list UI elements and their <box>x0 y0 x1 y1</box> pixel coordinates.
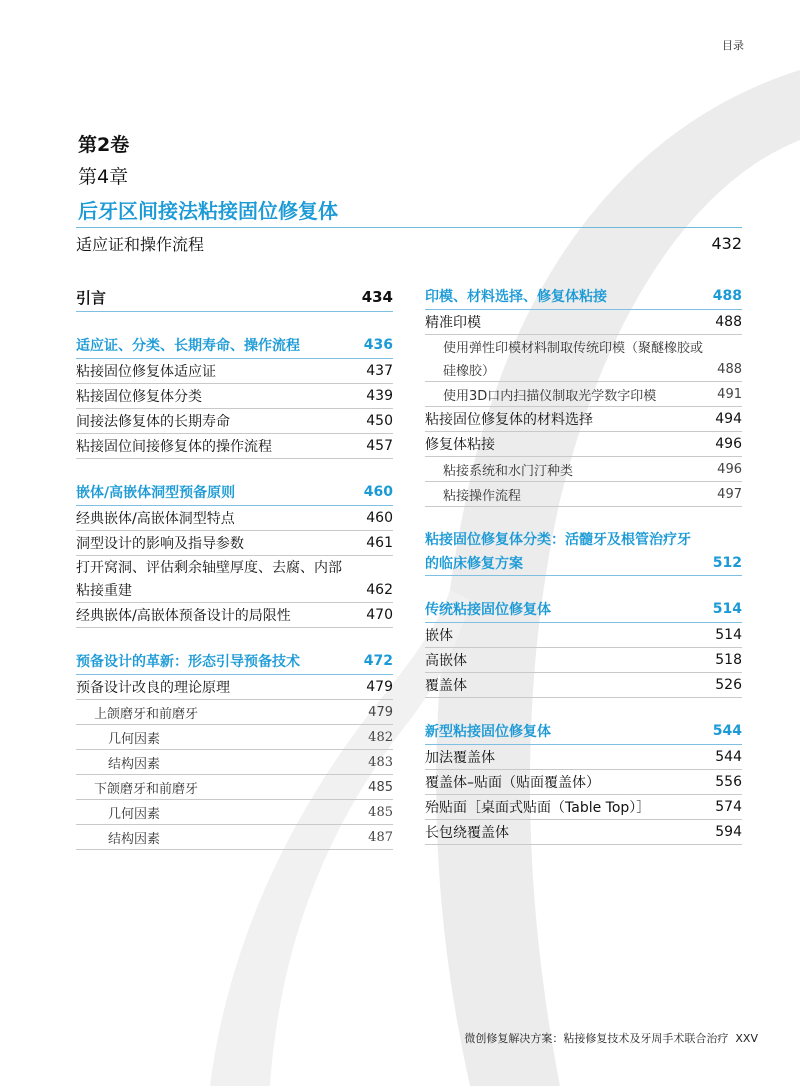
volume-label: 第2卷 <box>78 134 130 156</box>
toc-entry[interactable]: 洞型设计的影响及指导参数 461 <box>76 531 393 556</box>
toc-entry[interactable]: 覆盖体–贴面（贴面覆盖体） 556 <box>425 770 742 795</box>
toc-entry[interactable]: 预备设计改良的理论原理 479 <box>76 675 393 700</box>
footer-book-subtitle: 粘接修复技术及牙周手术联合治疗 <box>563 1032 729 1045</box>
toc-entry[interactable]: 加法覆盖体 544 <box>425 745 742 770</box>
toc-left-column <box>76 283 393 850</box>
toc-section-heading[interactable]: 嵌体/高嵌体洞型预备原则 460 <box>76 479 393 506</box>
toc-entry[interactable]: 精准印模 488 <box>425 310 742 335</box>
toc-intro-title: 引言 <box>76 288 107 307</box>
toc-entry[interactable]: 粘接固位修复体的材料选择 494 <box>425 407 742 432</box>
toc-section-heading[interactable]: 预备设计的革新：形态引导预备技术 472 <box>76 648 393 675</box>
toc-subentry-multiline[interactable]: 使用弹性印模材料制取传统印模（聚醚橡胶或 硅橡胶） 488 <box>425 335 742 382</box>
footer-book-title: 微创修复解决方案： <box>464 1032 564 1045</box>
toc-subentry[interactable]: 下颌磨牙和前磨牙 485 <box>76 775 393 800</box>
toc-subentry[interactable]: 粘接系统和水门汀种类 496 <box>425 457 742 482</box>
toc-subentry[interactable]: 粘接操作流程 497 <box>425 482 742 507</box>
chapter-label: 第4章 <box>78 166 129 188</box>
toc-entry-multiline[interactable]: 打开窝洞、评估剩余轴壁厚度、去腐、内部 粘接重建 462 <box>76 556 393 603</box>
chapter-subtitle: 适应证和操作流程 <box>76 234 205 254</box>
toc-subentry[interactable]: 上颌磨牙和前磨牙 479 <box>76 700 393 725</box>
toc-subentry[interactable]: 使用3D口内扫描仪制取光学数字印模 491 <box>425 382 742 407</box>
toc-subsubentry[interactable]: 几何因素 482 <box>76 725 393 750</box>
toc-entry[interactable]: 高嵌体 518 <box>425 648 742 673</box>
toc-entry[interactable]: 殆贴面［桌面式贴面（Table Top）］ 574 <box>425 795 742 820</box>
toc-entry[interactable]: 长包绕覆盖体 594 <box>425 820 742 845</box>
running-head: 目录 <box>722 39 744 52</box>
toc-entry[interactable]: 覆盖体 526 <box>425 673 742 698</box>
chapter-title: 后牙区间接法粘接固位修复体 <box>78 199 338 223</box>
footer-page-number: XXV <box>735 1032 758 1045</box>
toc-subsubentry[interactable]: 结构因素 483 <box>76 750 393 775</box>
toc-section-heading[interactable]: 新型粘接固位修复体 544 <box>425 718 742 745</box>
toc-entry[interactable]: 粘接固位修复体分类 439 <box>76 384 393 409</box>
chapter-subtitle-page: 432 <box>711 233 742 253</box>
page-footer <box>464 1030 758 1046</box>
toc-entry[interactable]: 间接法修复体的长期寿命 450 <box>76 409 393 434</box>
toc-entry[interactable]: 粘接固位间接修复体的操作流程 457 <box>76 434 393 459</box>
toc-subsubentry[interactable]: 结构因素 487 <box>76 825 393 850</box>
toc-section-heading[interactable]: 印模、材料选择、修复体粘接 488 <box>425 283 742 310</box>
toc-entry[interactable]: 修复体粘接 496 <box>425 432 742 457</box>
toc-intro[interactable] <box>76 283 393 312</box>
toc-subsubentry[interactable]: 几何因素 485 <box>76 800 393 825</box>
toc-entry[interactable]: 嵌体 514 <box>425 623 742 648</box>
toc-entry[interactable]: 经典嵌体/高嵌体预备设计的局限性 470 <box>76 603 393 628</box>
toc-section-heading[interactable]: 适应证、分类、长期寿命、操作流程 436 <box>76 332 393 359</box>
chapter-subtitle-row[interactable] <box>76 227 742 258</box>
toc-right-column <box>425 283 742 845</box>
toc-intro-page: 434 <box>361 288 393 306</box>
toc-section-heading[interactable]: 传统粘接固位修复体 514 <box>425 596 742 623</box>
toc-entry[interactable]: 经典嵌体/高嵌体洞型特点 460 <box>76 506 393 531</box>
toc-entry[interactable]: 粘接固位修复体适应证 437 <box>76 359 393 384</box>
toc-section-heading-multiline[interactable]: 粘接固位修复体分类：活髓牙及根管治疗牙 的临床修复方案 512 <box>425 527 742 576</box>
